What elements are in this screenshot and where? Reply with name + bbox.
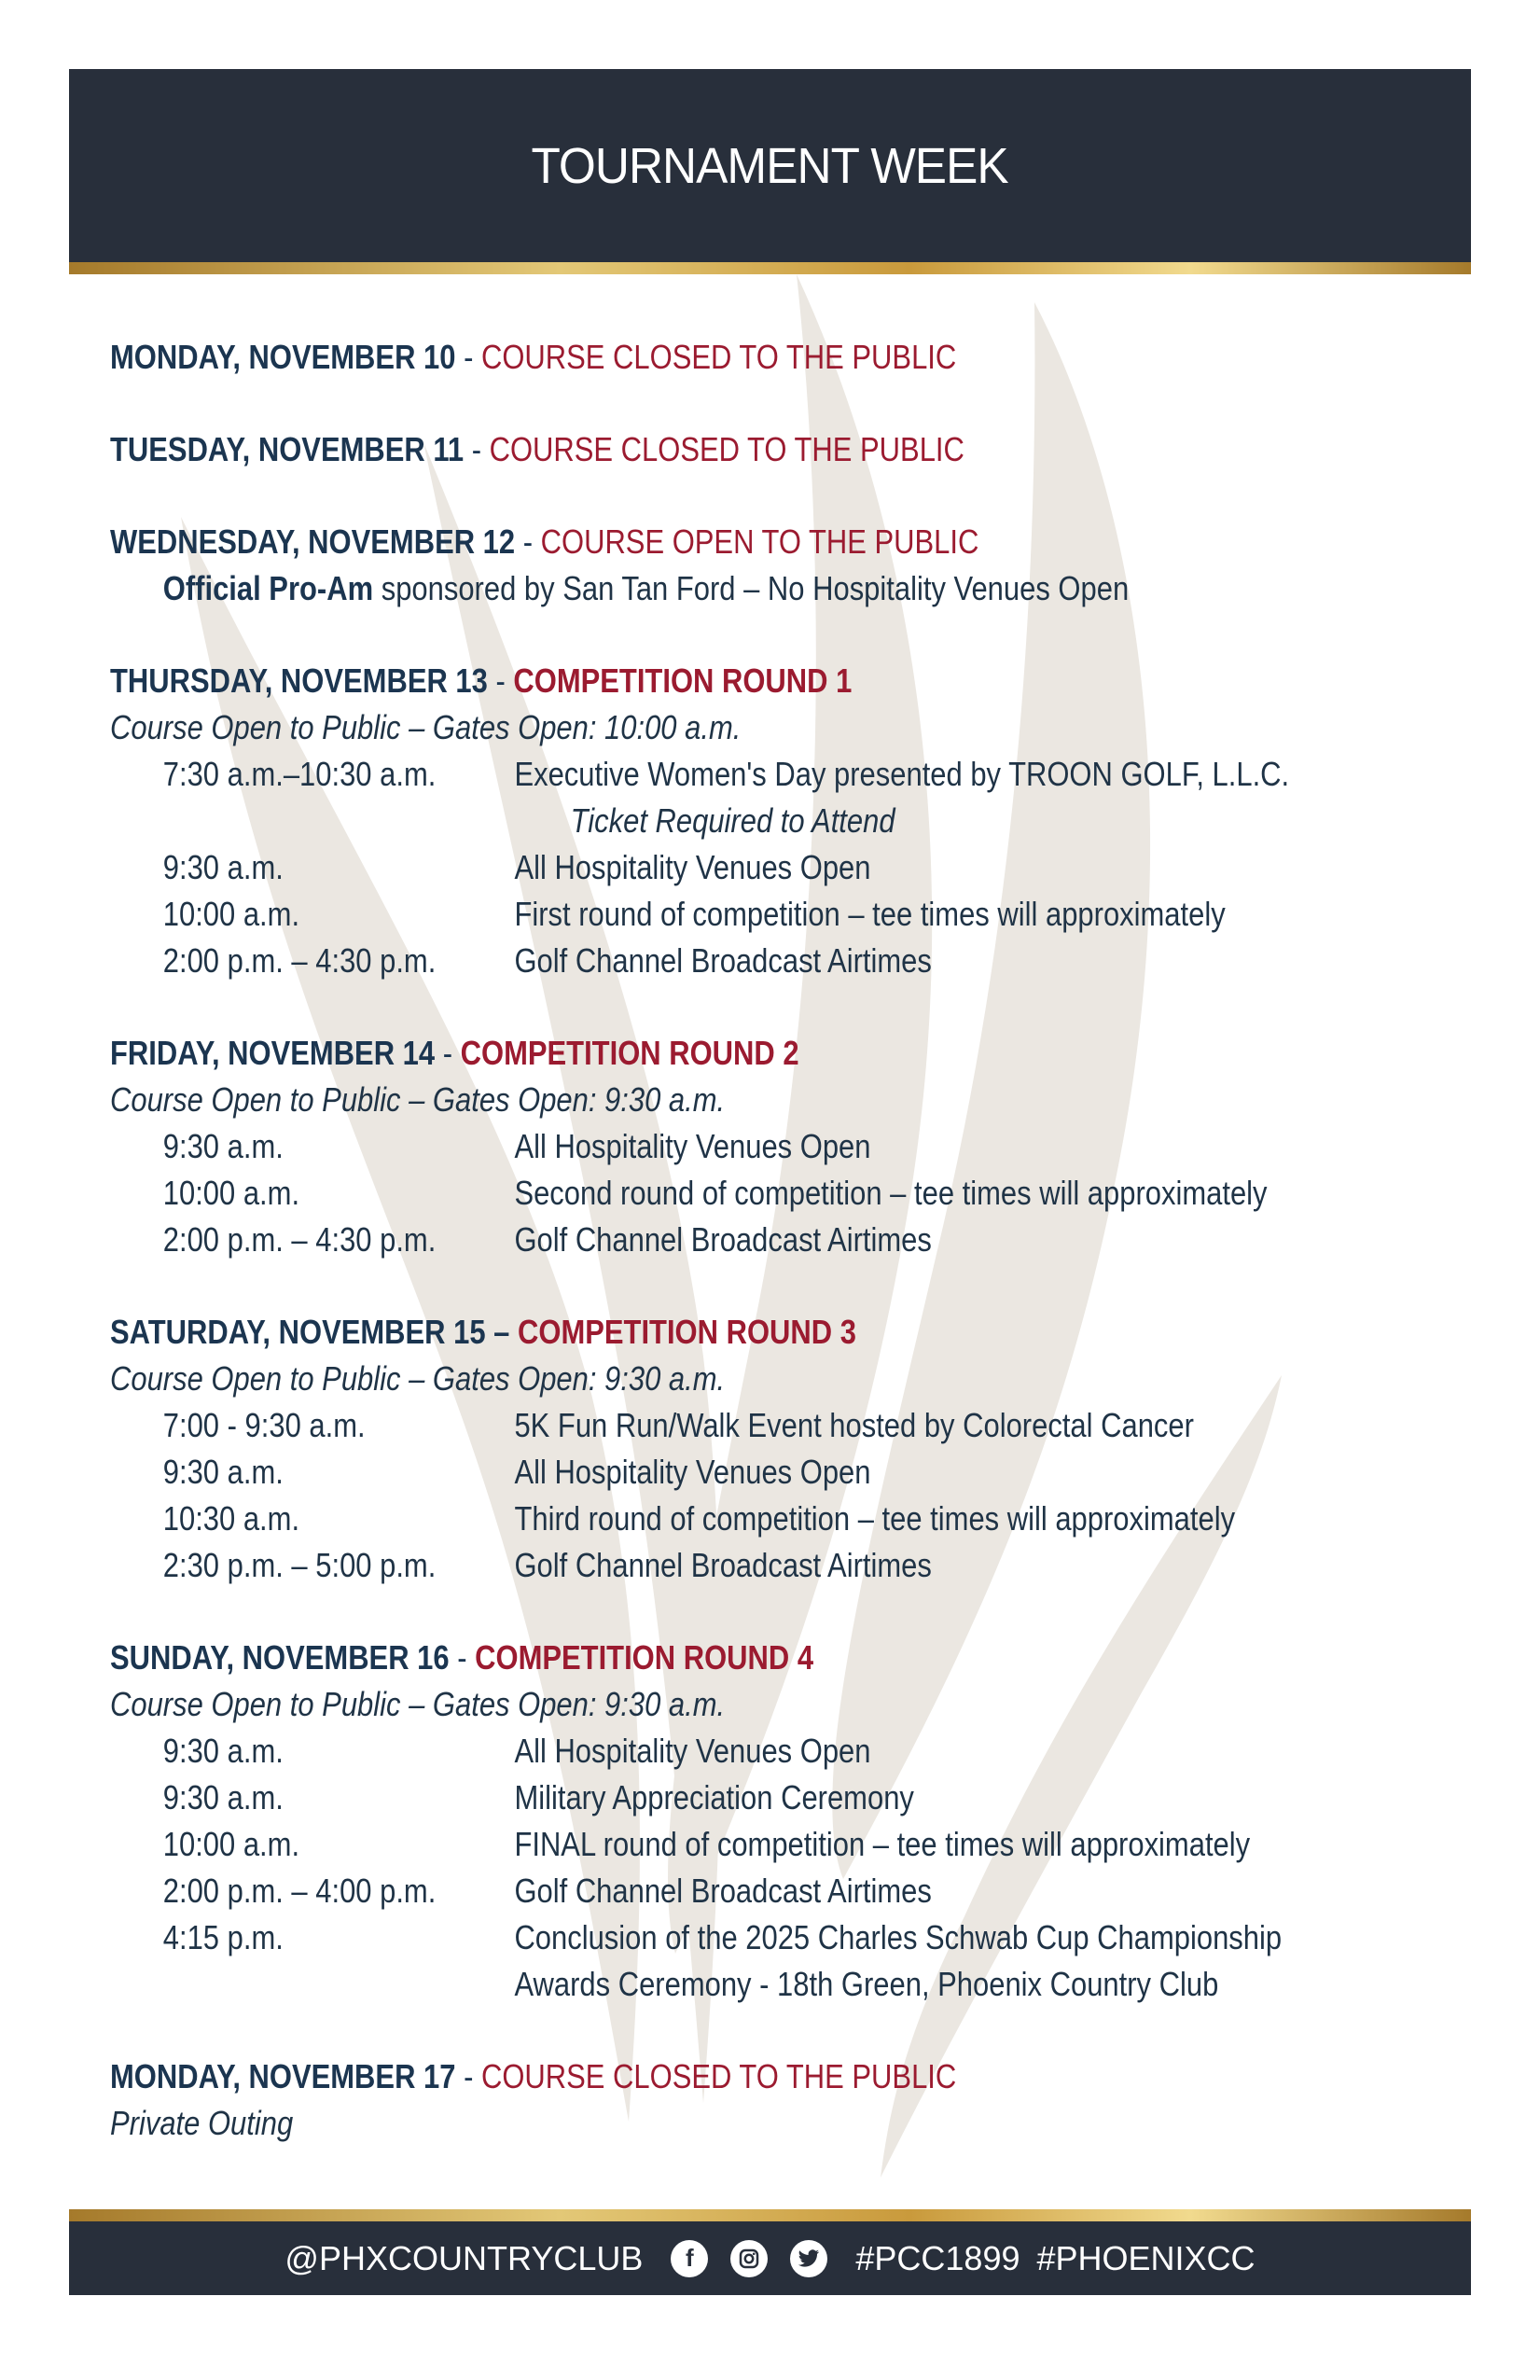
day-heading: TUESDAY, NOVEMBER 11 - COURSE CLOSED TO THE PUBLIC: [110, 430, 964, 468]
day-subtitle: Course Open to Public – Gates Open: 9:30 a.m.: [110, 1359, 726, 1398]
day-subtitle: Course Open to Public – Gates Open: 10:00 a.m.: [110, 708, 742, 746]
social-handle[interactable]: @PHXCOUNTRYCLUB: [284, 2238, 644, 2277]
footer-bar: [69, 2221, 1471, 2295]
event-row: 2:00 p.m. – 4:00 p.m. Golf Channel Broadcast Airtimes: [162, 1872, 932, 1910]
gold-divider-bottom: [69, 2209, 1471, 2221]
day-heading: MONDAY, NOVEMBER 10 - COURSE CLOSED TO THE PUBLIC: [110, 338, 957, 376]
event-row: 9:30 a.m. All Hospitality Venues Open: [162, 848, 871, 886]
event-row: 10:00 a.m. Second round of competition – tee times will approximately: [162, 1174, 1268, 1212]
event-row: 7:30 a.m.–10:30 a.m. Executive Women's Day presented by TROON GOLF, L.L.C.: [162, 755, 1290, 793]
day-heading: SATURDAY, NOVEMBER 15 – COMPETITION ROUND 3: [110, 1313, 856, 1351]
event-row: Ticket Required to Attend: [570, 801, 895, 840]
day-subtitle: Private Outing: [110, 2104, 294, 2142]
event-row: 2:00 p.m. – 4:30 p.m. Golf Channel Broadcast Airtimes: [162, 941, 932, 980]
day-heading: MONDAY, NOVEMBER 17 - COURSE CLOSED TO THE PUBLIC: [110, 2057, 957, 2095]
page-title: TOURNAMENT WEEK: [531, 137, 1009, 194]
schedule: [110, 334, 1453, 2147]
day-heading: SUNDAY, NOVEMBER 16 - COMPETITION ROUND 4: [110, 1638, 814, 1677]
event-row: 10:30 a.m. Third round of competition – tee times will approximately: [162, 1499, 1236, 1538]
event-row: 2:30 p.m. – 5:00 p.m. Golf Channel Broadcast Airtimes: [162, 1546, 932, 1584]
day-subtitle: Course Open to Public – Gates Open: 9:30 a.m.: [110, 1685, 726, 1723]
event-row: 9:30 a.m. All Hospitality Venues Open: [162, 1732, 871, 1770]
event-row: 9:30 a.m. All Hospitality Venues Open: [162, 1453, 871, 1491]
gold-divider-top: [69, 262, 1471, 274]
event-row: 7:00 - 9:30 a.m. 5K Fun Run/Walk Event hosted by Colorectal Cancer: [162, 1406, 1194, 1444]
facebook-icon[interactable]: f: [671, 2240, 708, 2277]
day-note: Official Pro-Am sponsored by San Tan Ford – No Hospitality Venues Open: [162, 569, 1130, 607]
event-row: Awards Ceremony - 18th Green, Phoenix Country Club: [514, 1965, 1219, 2003]
event-row: 2:00 p.m. – 4:30 p.m. Golf Channel Broadcast Airtimes: [162, 1220, 932, 1259]
event-row: 4:15 p.m. Conclusion of the 2025 Charles Schwab Cup Championship: [162, 1918, 1283, 1956]
event-row: 9:30 a.m. All Hospitality Venues Open: [162, 1127, 871, 1165]
instagram-icon[interactable]: [730, 2240, 768, 2277]
day-heading: THURSDAY, NOVEMBER 13 - COMPETITION ROUND 1: [110, 661, 853, 700]
day-subtitle: Course Open to Public – Gates Open: 9:30 a.m.: [110, 1080, 726, 1119]
event-row: 10:00 a.m. FINAL round of competition – tee times will approximately: [162, 1825, 1251, 1863]
hashtag[interactable]: #PHOENIXCC: [1036, 2238, 1256, 2277]
header-banner: [69, 69, 1471, 262]
hashtag[interactable]: #PCC1899: [855, 2238, 1020, 2277]
day-heading: WEDNESDAY, NOVEMBER 12 - COURSE OPEN TO THE PUBLIC: [110, 522, 979, 561]
event-row: 10:00 a.m. First round of competition – tee times will approximately: [162, 895, 1226, 933]
event-row: 9:30 a.m. Military Appreciation Ceremony: [162, 1778, 914, 1816]
twitter-icon[interactable]: [790, 2240, 827, 2277]
day-heading: FRIDAY, NOVEMBER 14 - COMPETITION ROUND 2: [110, 1034, 799, 1072]
